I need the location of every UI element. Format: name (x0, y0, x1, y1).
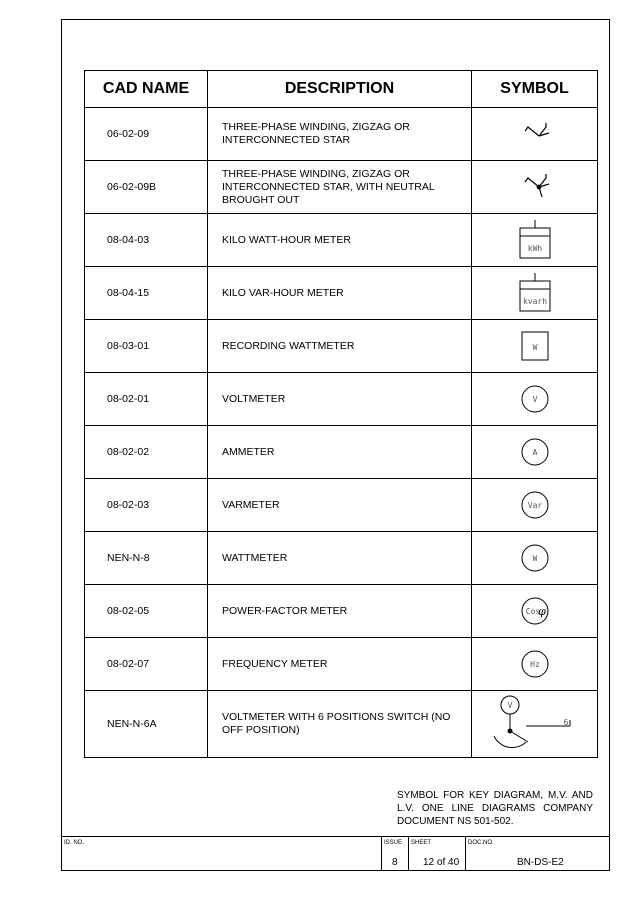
table-header-row (85, 71, 598, 108)
symbol-cell (472, 532, 598, 585)
title-block (61, 836, 610, 871)
frequency-meter-icon (515, 644, 555, 684)
table-row (85, 532, 598, 585)
voltmeter-icon (515, 379, 555, 419)
table-row (85, 267, 598, 320)
sheet-value: 12 of 40 (423, 857, 460, 868)
cad-name-cell: 08-02-01 (85, 373, 208, 426)
cad-name-cell: NEN-N-8 (85, 532, 208, 585)
symbol-cell (472, 585, 598, 638)
kwh-label: kWh (527, 244, 542, 253)
header-description: DESCRIPTION (208, 71, 472, 108)
table-row (85, 426, 598, 479)
voltmeter-label: V (532, 395, 537, 404)
table-row (85, 108, 598, 161)
title-block-divider (408, 837, 409, 871)
description-cell: FREQUENCY METER (208, 638, 472, 691)
power-factor-meter-icon (515, 591, 555, 631)
sheet-label: SHEET (411, 840, 432, 846)
table-row (85, 638, 598, 691)
table-row (85, 373, 598, 426)
description-cell: VOLTMETER WITH 6 POSITIONS SWITCH (NO OFF POSITION) (208, 691, 472, 758)
recording-wattmeter-icon (515, 326, 555, 366)
recording-wattmeter-label: W (532, 343, 537, 352)
symbol-cell (472, 108, 598, 161)
cad-name-cell: 08-04-03 (85, 214, 208, 267)
cad-name-cell: 08-02-05 (85, 585, 208, 638)
symbol-cell (472, 267, 598, 320)
table-row (85, 585, 598, 638)
description-cell: KILO WATT-HOUR METER (208, 214, 472, 267)
cad-name-cell: 06-02-09 (85, 108, 208, 161)
description-cell: VOLTMETER (208, 373, 472, 426)
title-block-divider (465, 837, 466, 871)
symbol-cell (472, 320, 598, 373)
symbol-cell (472, 691, 598, 758)
frequency-label: Hz (529, 660, 540, 669)
table-row (85, 214, 598, 267)
varmeter-label: Var (527, 501, 542, 510)
cad-name-cell: 08-02-07 (85, 638, 208, 691)
symbol-cell (472, 638, 598, 691)
doc-no-label: DOC.NO. (468, 840, 494, 846)
cad-name-cell: 08-02-03 (85, 479, 208, 532)
cad-name-cell: 08-03-01 (85, 320, 208, 373)
symbol-table (84, 70, 598, 758)
symbol-cell (472, 214, 598, 267)
symbol-cell (472, 479, 598, 532)
description-cell: THREE-PHASE WINDING, ZIGZAG OR INTERCONNECTED STAR (208, 108, 472, 161)
kvarh-label: kvarh (522, 297, 547, 306)
symbol-cell (472, 426, 598, 479)
description-cell: KILO VAR-HOUR METER (208, 267, 472, 320)
description-cell: VARMETER (208, 479, 472, 532)
table-row (85, 320, 598, 373)
drawing-note: SYMBOL FOR KEY DIAGRAM, M.V. AND L.V. ONE LINE DIAGRAMS COMPANY DOCUMENT NS 501-502. (397, 790, 593, 827)
table-row (85, 161, 598, 214)
issue-label: ISSUE (384, 840, 403, 846)
description-cell: AMMETER (208, 426, 472, 479)
kwh-meter-icon (515, 220, 555, 260)
description-cell: POWER-FACTOR METER (208, 585, 472, 638)
description-cell: RECORDING WATTMETER (208, 320, 472, 373)
phi-glyph: φ (537, 605, 546, 618)
table-row (85, 479, 598, 532)
ammeter-label: A (532, 448, 537, 457)
issue-value: 8 (392, 857, 398, 868)
switch-positions-label: 6 (563, 718, 569, 727)
description-cell: THREE-PHASE WINDING, ZIGZAG OR INTERCONNECTED STAR, WITH NEUTRAL BROUGHT OUT (208, 161, 472, 214)
table-row (85, 691, 598, 758)
header-symbol: SYMBOL (472, 71, 598, 108)
cad-name-cell: 08-02-02 (85, 426, 208, 479)
varmeter-icon (515, 485, 555, 525)
wattmeter-label: W (532, 554, 537, 563)
power-factor-label: Cos (525, 607, 540, 616)
title-block-divider (381, 837, 382, 871)
symbol-cell (472, 373, 598, 426)
cad-name-cell: 08-04-15 (85, 267, 208, 320)
switch-voltmeter-label: V (507, 701, 513, 710)
cad-name-cell: NEN-N-6A (85, 691, 208, 758)
wattmeter-icon (515, 538, 555, 578)
zigzag-star-icon (515, 114, 555, 154)
voltmeter-switch-icon (488, 692, 578, 756)
id-no-label: ID. NO. (64, 840, 85, 846)
ammeter-icon (515, 432, 555, 472)
cad-name-cell: 06-02-09B (85, 161, 208, 214)
kvarh-meter-icon (515, 273, 555, 313)
doc-no-value: BN-DS-E2 (517, 857, 564, 868)
header-cad-name: CAD NAME (85, 71, 208, 108)
zigzag-star-neutral-icon (515, 167, 555, 207)
symbol-cell (472, 161, 598, 214)
description-cell: WATTMETER (208, 532, 472, 585)
